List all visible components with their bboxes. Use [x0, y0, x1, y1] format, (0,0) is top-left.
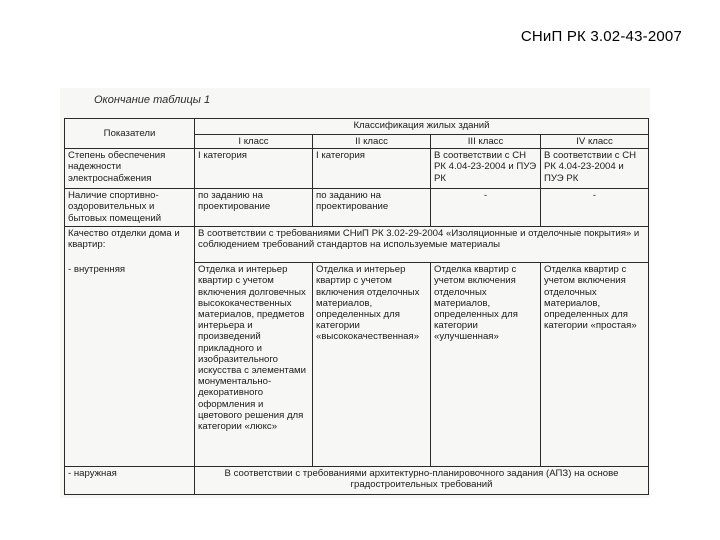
row-inner-label: - внутренняя — [65, 263, 195, 467]
scanned-document — [60, 88, 650, 498]
row-outer-text: В соответствии с требованиями архитектурно-планировочного задания (АПЗ) на основе градостроительных требований — [195, 467, 649, 495]
row-sport-class-2: по заданию на проектирование — [313, 189, 431, 227]
header-row — [65, 119, 649, 135]
classification-table — [64, 118, 649, 495]
row-inner-class-3: Отделка квартир с учетом включения отделочных материалов, определенных для категории «улучшенная» — [431, 263, 541, 467]
row-sport — [65, 189, 649, 227]
header-class-2: II класс — [313, 135, 431, 149]
row-sport-label: Наличие спортивно-оздоровительных и бытовых помещений — [65, 189, 195, 227]
row-inner-class-2: Отделка и интерьер квартир с учетом включения отделочных материалов, определенных для категории «высококачественная» — [313, 263, 431, 467]
row-inner — [65, 263, 649, 467]
header-class-4: IV класс — [541, 135, 649, 149]
row-inner-class-1: Отделка и интерьер квартир с учетом включения долговечных высококачественных материалов, предметов интерьера и произведений прикладного и изобразительного искусства с элементами монументально-декоративного оформления и цветового решения для категории «люкс» — [195, 263, 313, 467]
row-power-class-2: I категория — [313, 149, 431, 189]
row-power-class-1: I категория — [195, 149, 313, 189]
row-power-class-4: В соответствии с СН РК 4.04-23-2004 и ПУЭ РК — [541, 149, 649, 189]
row-finish-text: В соответствии с требованиями СНиП РК 3.02-29-2004 «Изоляционные и отделочные покрытия» и соблюдением требований стандартов на используемые материалы — [195, 227, 649, 263]
row-finish-label: Качество отделки дома и квартир: — [65, 227, 195, 263]
row-outer — [65, 467, 649, 495]
row-sport-class-3: - — [431, 189, 541, 227]
header-classification: Классификация жилых зданий — [195, 119, 649, 135]
row-power-label: Степень обеспечения надежности электроснабжения — [65, 149, 195, 189]
header-class-1: I класс — [195, 135, 313, 149]
row-finish — [65, 227, 649, 263]
header-class-3: III класс — [431, 135, 541, 149]
table-caption: Окончание таблицы 1 — [94, 94, 211, 106]
slide-title: СНиП РК 3.02-43-2007 — [520, 28, 682, 45]
row-sport-class-1: по заданию на проектирование — [195, 189, 313, 227]
row-power — [65, 149, 649, 189]
row-outer-label: - наружная — [65, 467, 195, 495]
row-power-class-3: В соответствии с СН РК 4.04-23-2004 и ПУЭ РК — [431, 149, 541, 189]
row-sport-class-4: - — [541, 189, 649, 227]
header-indicators: Показатели — [65, 119, 195, 149]
row-inner-class-4: Отделка квартир с учетом включения отделочных материалов, определенных для категории «простая» — [541, 263, 649, 467]
